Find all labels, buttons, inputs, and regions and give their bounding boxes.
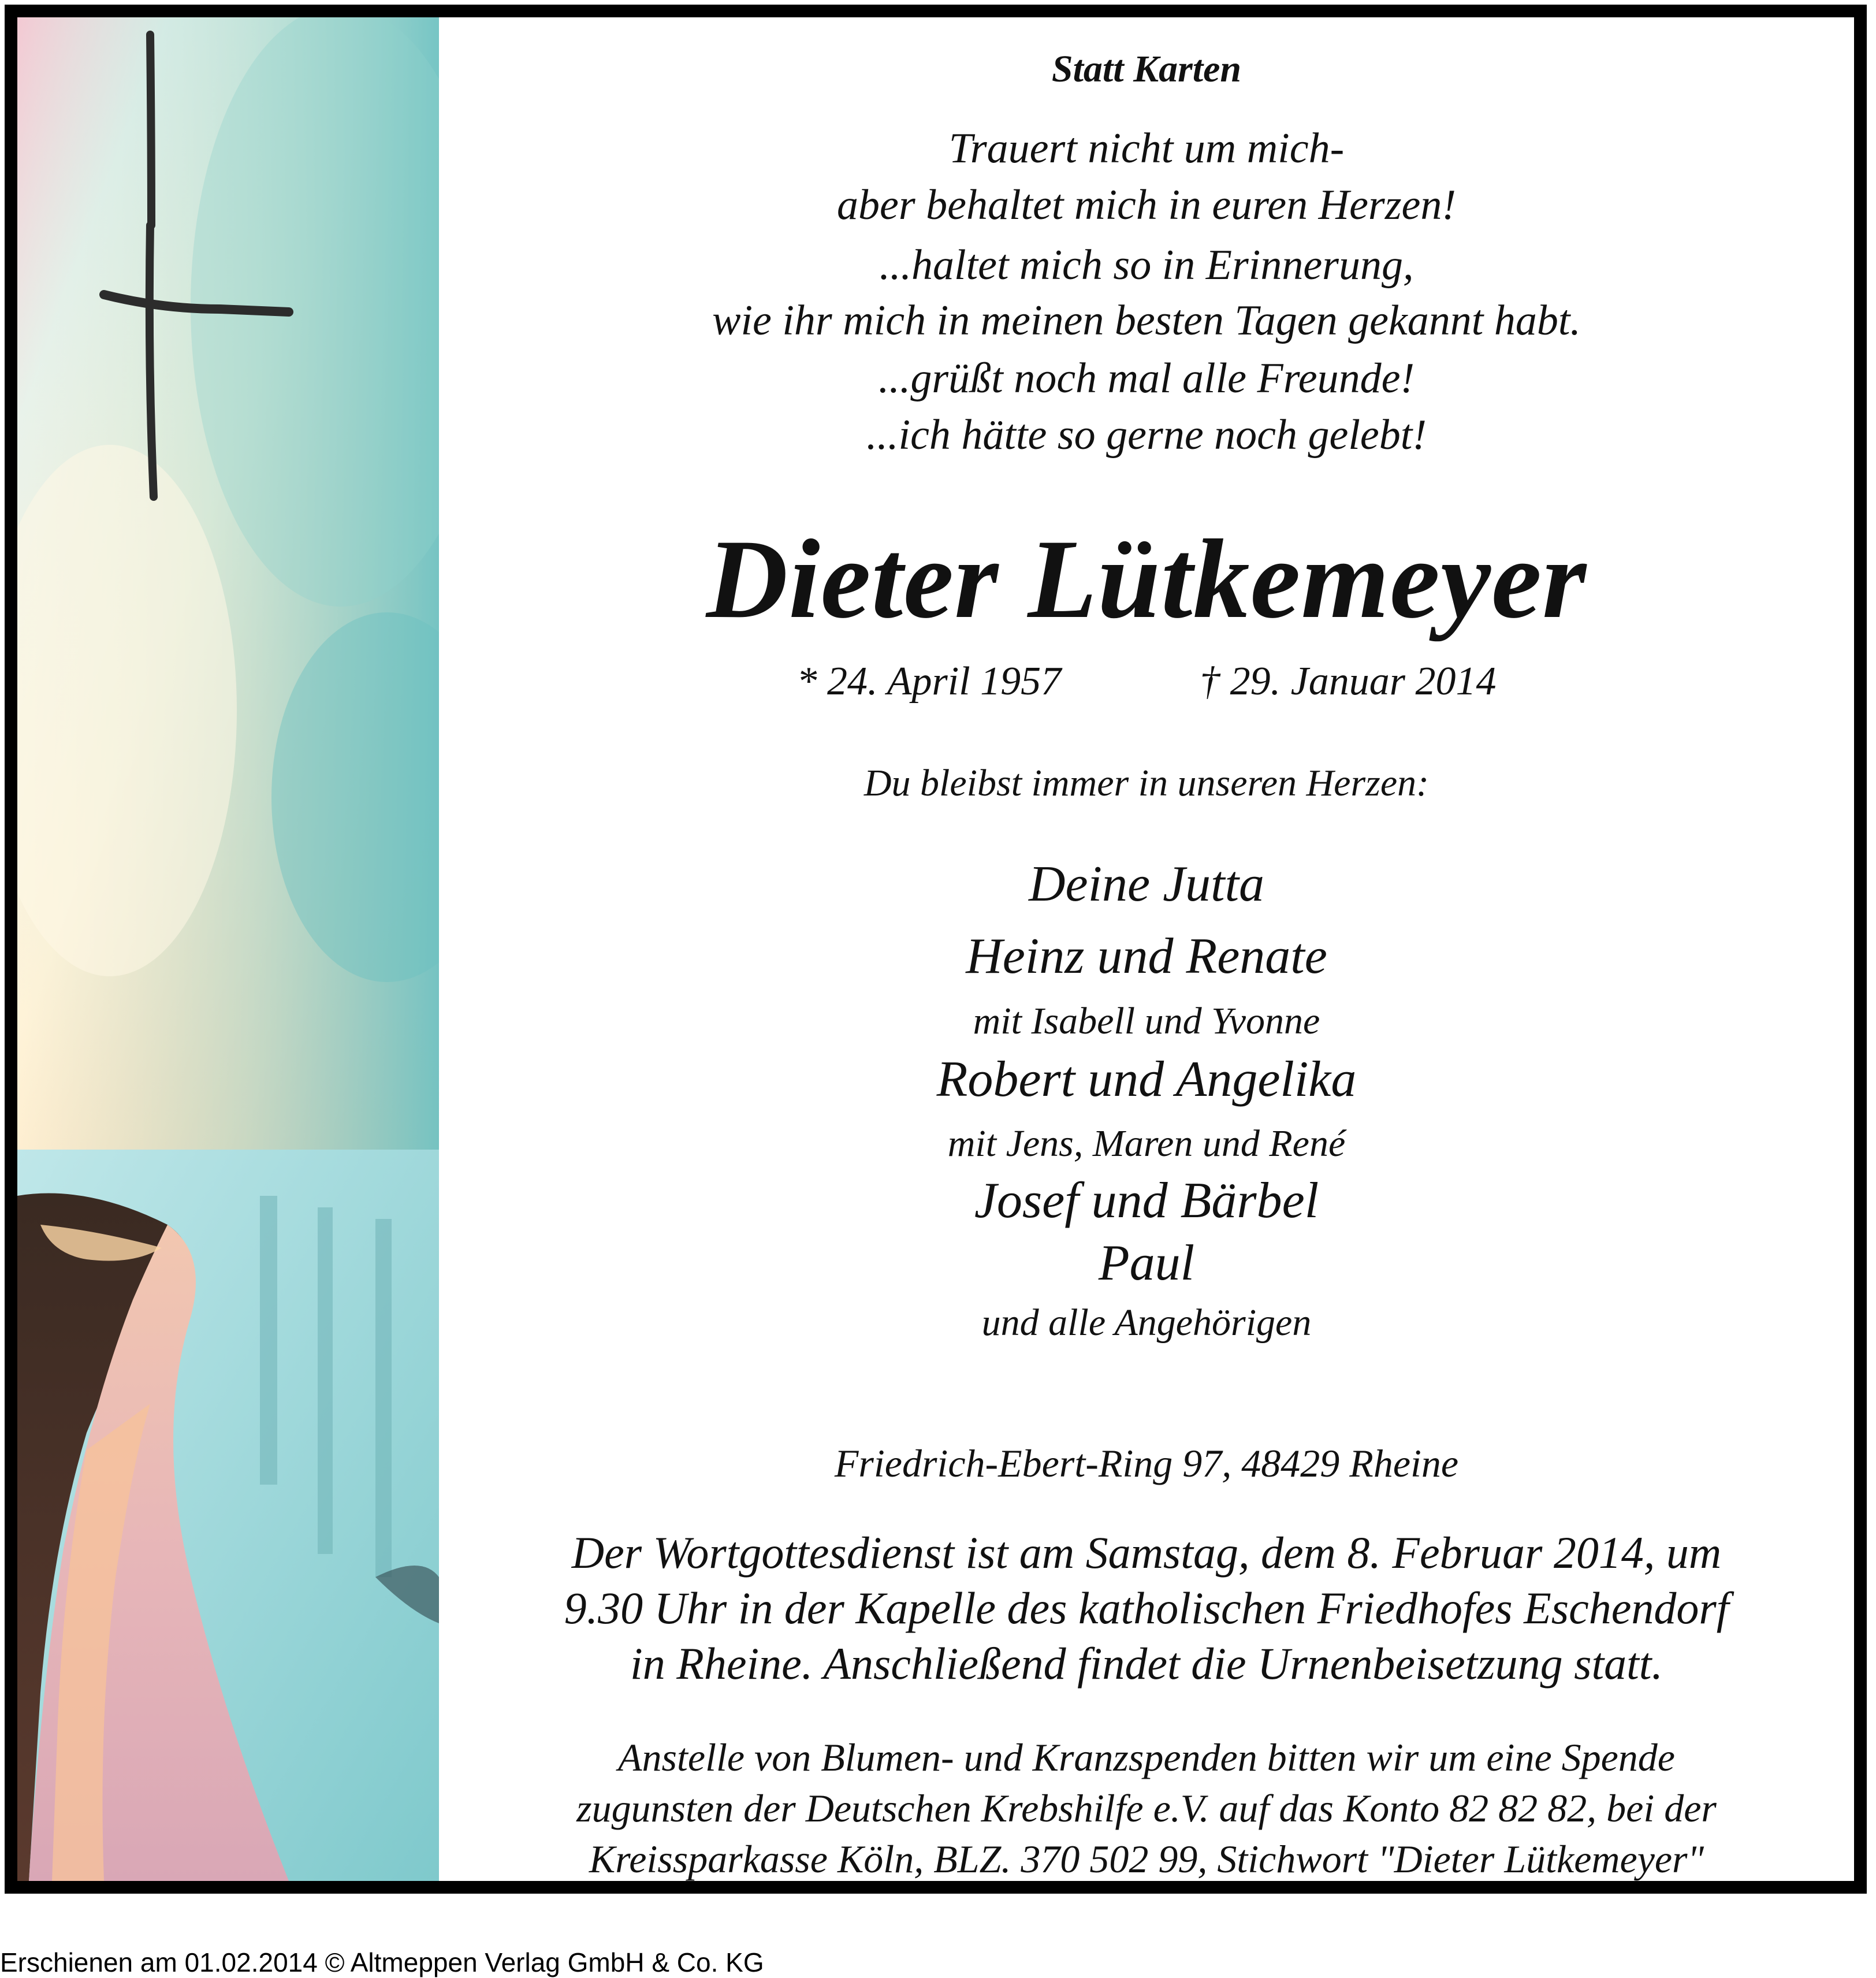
service-info-line: 9.30 Uhr in der Kapelle des katholischen Friedhofes Eschendorf (564, 1583, 1729, 1633)
cross-vertical-stroke (150, 35, 154, 497)
family-member: Heinz und Renate (966, 928, 1327, 984)
dedication-line: Du bleibst immer in unseren Herzen: (863, 762, 1430, 804)
verse-line: aber behaltet mich in euren Herzen! (836, 181, 1457, 229)
service-info-line: Der Wortgottesdienst ist am Samstag, dem 8. Februar 2014, um (571, 1527, 1722, 1578)
verse-line: ...ich hätte so gerne noch gelebt! (866, 411, 1427, 459)
family-member: mit Jens, Maren und René (947, 1122, 1346, 1165)
obituary-notice (5, 5, 1867, 1894)
deceased-name: Dieter Lütkemeyer (706, 516, 1587, 642)
statt-karten-heading: Statt Karten (1051, 48, 1242, 90)
life-dates (439, 659, 1854, 705)
family-member: mit Isabell und Yvonne (973, 1000, 1320, 1042)
donation-info-line: Anstelle von Blumen- und Kranzspenden bitten wir um eine Spende (618, 1735, 1675, 1779)
verse-line: wie ihr mich in meinen besten Tagen gekannt habt. (712, 297, 1581, 344)
death-date: † 29. Januar 2014 (1200, 659, 1497, 704)
verse-line: ...haltet mich so in Erinnerung, (879, 241, 1414, 289)
family-member: Deine Jutta (1028, 856, 1265, 912)
address-line: Friedrich-Ebert-Ring 97, 48429 Rheine (834, 1441, 1459, 1485)
verse-line: ...grüßt noch mal alle Freunde! (878, 355, 1415, 402)
beach-cross-image (17, 17, 439, 1881)
donation-info-line: zugunsten der Deutschen Krebshilfe e.V. auf das Konto 82 82 82, bei der (576, 1786, 1717, 1830)
donation-info-line: Kreissparkasse Köln, BLZ. 370 502 99, Stichwort "Dieter Lütkemeyer" (589, 1837, 1704, 1881)
birth-date: * 24. April 1957 (796, 659, 1062, 704)
family-member: Paul (1098, 1235, 1195, 1291)
publication-footer: Erschienen am 01.02.2014 © Altmeppen Verlag GmbH & Co. KG (0, 1947, 764, 1977)
verse-line: Trauert nicht um mich- (948, 125, 1345, 172)
family-member: Robert und Angelika (936, 1051, 1357, 1107)
landscape-illustration (17, 17, 439, 1881)
family-member: und alle Angehörigen (981, 1302, 1312, 1344)
notice-text (439, 17, 1854, 1881)
service-info-line: in Rheine. Anschließend findet die Urnenbeisetzung statt. (630, 1638, 1663, 1689)
family-member: Josef und Bärbel (974, 1173, 1319, 1229)
